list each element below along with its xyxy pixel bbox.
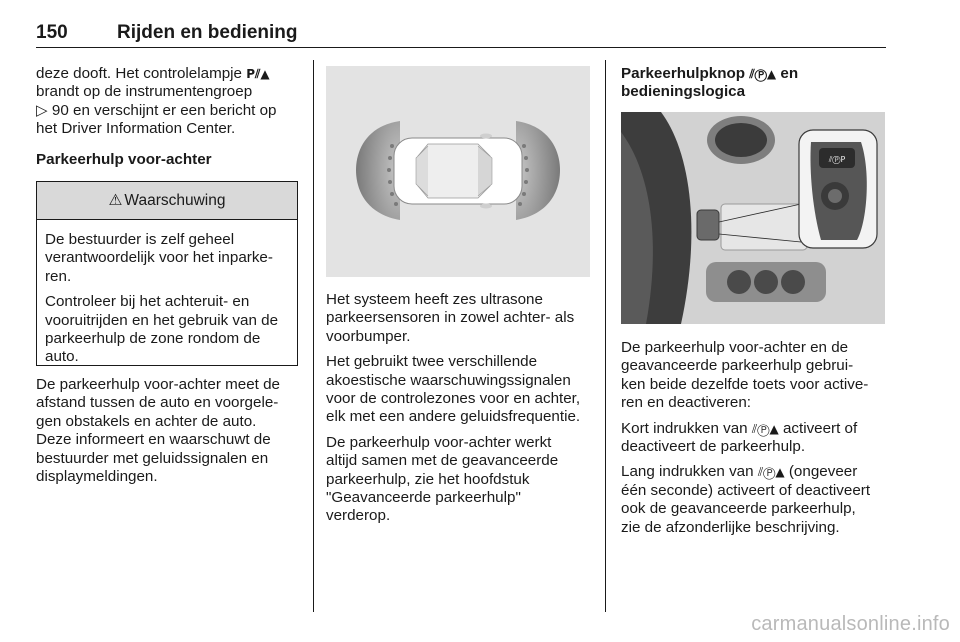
front-sensor-zone [516, 121, 560, 220]
col3-line: activeert of [782, 419, 858, 437]
col3-line: geavanceerde parkeerhulp gebrui- [621, 357, 854, 375]
parking-assist-button-icon: ⫽Ⓟ▲ [751, 421, 779, 436]
heading-text: en [780, 65, 799, 82]
body-line: Deze informeert en waarschuwt de [36, 431, 271, 449]
column-3-text [621, 339, 893, 544]
col2-line: Het systeem heeft zes ultrasone [326, 291, 543, 308]
col3-paragraph-1 [621, 339, 893, 413]
warning-box [36, 181, 298, 366]
parking-assist-button-icon: ⫽Ⓟ▲ [749, 67, 777, 81]
page-number: 150 [36, 22, 68, 43]
dashboard-svg [621, 112, 885, 324]
col3-line: ken beide dezelfde toets voor active- [621, 375, 869, 393]
watermark: carmanualsonline.info [751, 613, 950, 635]
col2-paragraph-1 [326, 291, 598, 346]
intro-line-3: 90 en verschijnt er een bericht op [51, 101, 277, 119]
col3-line: zie de afzonderlijke beschrijving. [621, 518, 840, 536]
col2-line: "Geavanceerde parkeerhulp" [326, 489, 521, 507]
parking-assist-button-icon: ⫽Ⓟ▲ [757, 465, 785, 480]
warning-paragraph-2 [45, 293, 290, 367]
col2-line: Het gebruikt twee verschillende [326, 353, 538, 371]
heading-text: Parkeerhulpknop [621, 65, 746, 82]
section-heading-parkeerhulp: Parkeerhulp voor-achter [36, 151, 212, 168]
warning-p2-line: auto. [45, 348, 79, 366]
center-display [721, 204, 807, 250]
col2-line: akoestische waarschuwingssignalen [326, 371, 571, 389]
warning-paragraph-1 [45, 231, 290, 286]
body-line: gen obstakels en achter de auto. [36, 412, 257, 430]
col2-line: elk met een andere geluidsfrequentie. [326, 408, 581, 426]
col2-line: parkeerhulp, zie het hoofdstuk [326, 470, 530, 488]
col3-paragraph-3 [621, 463, 893, 537]
parking-assist-tell-tale-icon: P⫽▲ [246, 67, 270, 81]
col3-paragraph-2 [621, 420, 893, 457]
column-1-body [36, 376, 304, 486]
intro-line-1: deze dooft. Het controlelampje [36, 65, 242, 82]
svg-text:⫽ⓅP: ⫽ⓅP [828, 155, 846, 164]
col2-paragraph-2 [326, 353, 598, 427]
intro-line-2: brandt op de instrumentengroep [36, 83, 253, 101]
warning-p2-line: vooruitrijden en het gebruik van de [45, 311, 279, 329]
warning-p2-line: parkeerhulp de zone rondom de [45, 330, 261, 348]
car-sensor-zones-svg [326, 66, 590, 277]
col3-line: ren en deactiveren: [621, 394, 752, 412]
intro-line-4: het Driver Information Center. [36, 120, 236, 138]
col2-line: altijd samen met de geavanceerde [326, 452, 559, 470]
col3-line: (ongeveer [788, 463, 858, 481]
body-line: afstand tussen de auto en voorgele- [36, 394, 279, 412]
col2-line: voorbumper. [326, 327, 411, 345]
col2-line: parkeersensoren in zowel achter- als [326, 309, 575, 327]
column-3-heading-wrap [621, 65, 889, 102]
body-line: bestuurder met geluidssignalen en [36, 449, 269, 467]
page-reference-icon: ▷ [36, 101, 48, 119]
header-divider [36, 47, 886, 48]
col3-line: Lang indrukken van [621, 463, 754, 481]
warning-p1-line: verantwoordelijk voor het inparke- [45, 249, 273, 267]
column-2-text [326, 291, 598, 533]
col2-line: De parkeerhulp voor-achter werkt [326, 433, 552, 451]
body-line: De parkeerhulp voor-achter meet de [36, 376, 280, 393]
heading-text: bedieningslogica [621, 83, 746, 101]
page-header [36, 22, 886, 48]
body-line: displaymeldingen. [36, 468, 158, 486]
column-divider-right [605, 60, 606, 612]
warning-p1-line: ren. [45, 267, 72, 285]
parking-button-location [697, 210, 719, 240]
warning-p2-line: Controleer bij het achteruit- en [45, 293, 250, 311]
col2-line: voor de controlezones voor en achter, [326, 390, 581, 408]
column-divider-left [313, 60, 314, 612]
col3-line: ook de geavanceerde parkeerhulp, [621, 500, 856, 518]
col2-line: verderop. [326, 507, 391, 525]
col3-line: De parkeerhulp voor-achter en de [621, 339, 849, 356]
column-1-intro [36, 65, 300, 139]
car-top-view [394, 134, 522, 209]
section-title: Rijden en bediening [117, 22, 298, 43]
section-heading-parkeerhulpknop [621, 65, 889, 102]
warning-triangle-icon: ⚠ [108, 192, 123, 209]
warning-body [37, 220, 297, 367]
dashboard-button-illustration [621, 112, 885, 324]
col3-line: deactiveert de parkeerhulp. [621, 438, 806, 456]
warning-header [37, 182, 297, 220]
warning-p1-line: De bestuurder is zelf geheel [45, 231, 235, 248]
rear-sensor-zone [356, 121, 400, 220]
parking-sensor-illustration [326, 66, 590, 277]
col3-line: één seconde) activeert of deactiveert [621, 481, 871, 499]
col2-paragraph-3 [326, 434, 598, 526]
warning-title: Waarschuwing [124, 191, 226, 209]
column-1-heading-wrap [36, 151, 300, 169]
col3-line: Kort indrukken van [621, 419, 748, 437]
